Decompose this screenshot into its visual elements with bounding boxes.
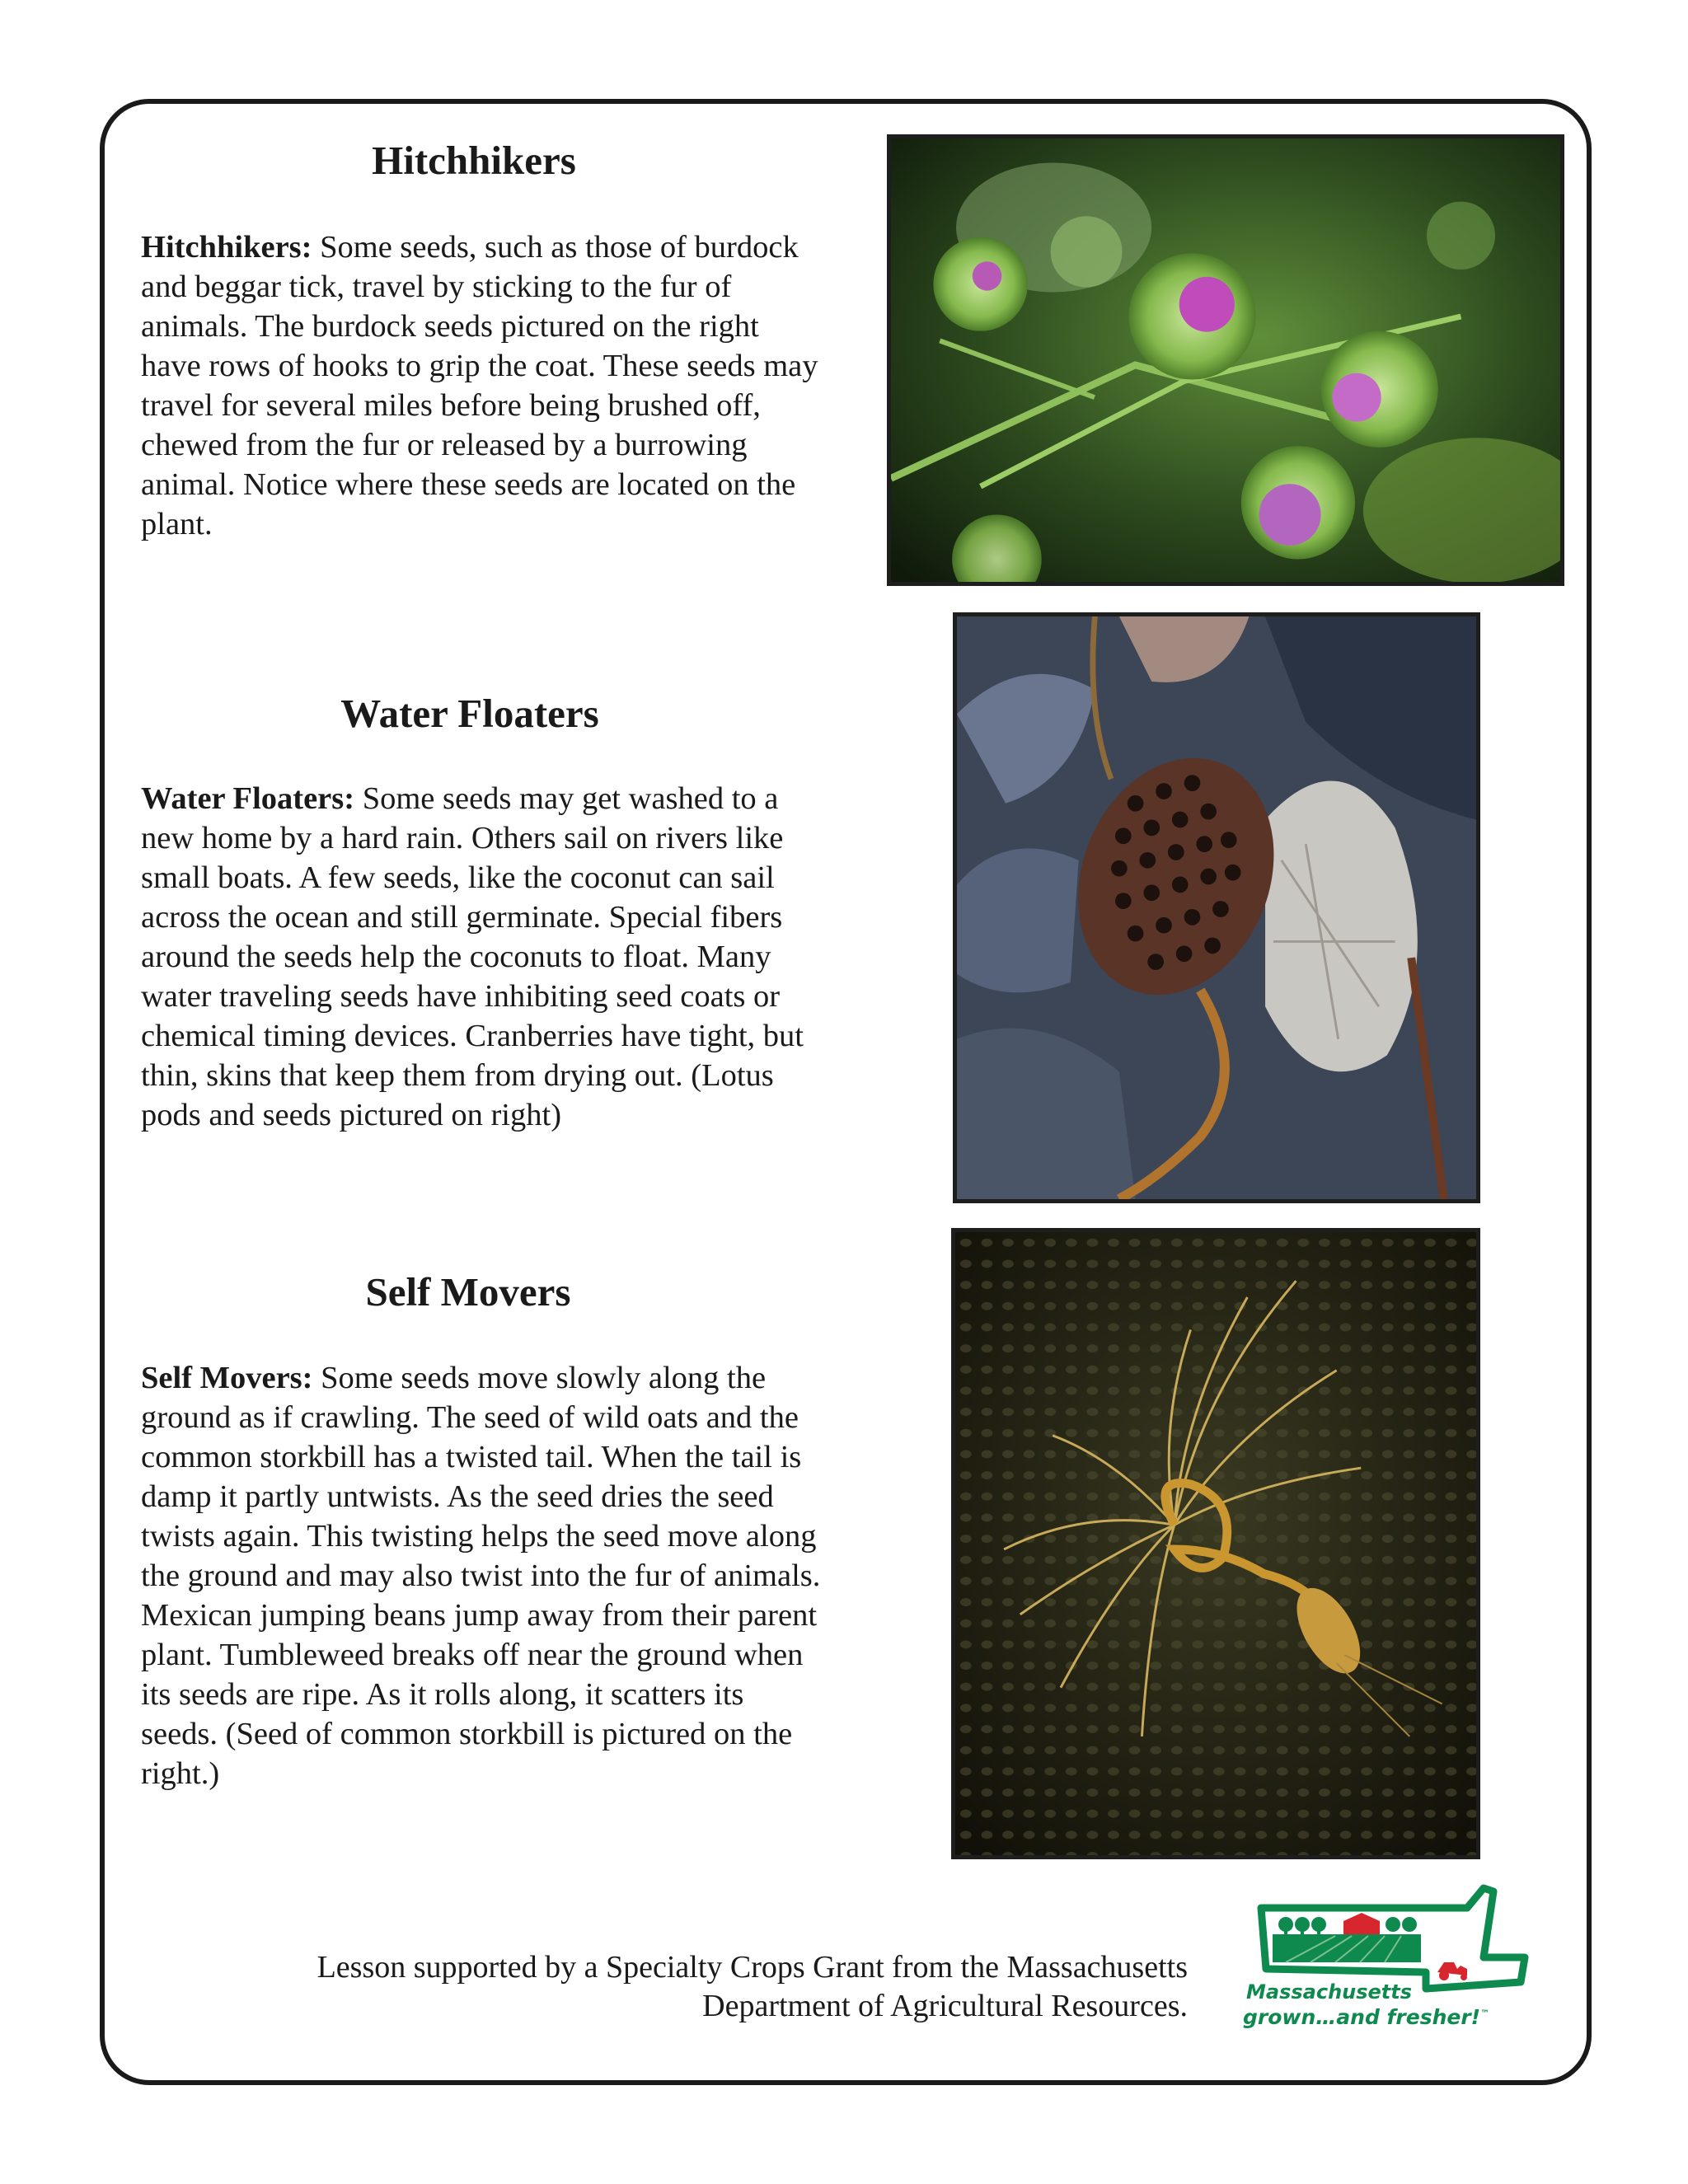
self-movers-lead: Self Movers: [141, 1361, 313, 1395]
lotus-pod-photo [953, 612, 1480, 1203]
water-floaters-paragraph [141, 779, 825, 1135]
hitchhikers-body: Some seeds, such as those of burdock and beggar tick, travel by sticking to the fur of animals. The burdock seeds pictured on the right have rows of hooks to grip the coat. These seeds may travel for several miles before being brushed off, chewed from the fur or released by a burrowing animal. Notice where these seeds are located on the plant. [141, 230, 818, 541]
footer-line-2: Department of Agricultural Resources. [702, 1989, 1188, 2023]
massachusetts-grown-logo [1236, 1883, 1533, 2040]
water-floaters-body: Some seeds may get washed to a new home by a hard rain. Others sail on rivers like small boats. A few seeds, like the coconut can sail across the ocean and still germinate. Special fibers around the seeds help the coconuts to float. Many water traveling seeds have inhibiting seed coats or chemical timing devices. Cranberries have tight, but thin, skins that keep them from drying out. (Lotus pods and seeds pictured on right) [141, 781, 804, 1132]
self-movers-body: Some seeds move slowly along the ground as if crawling. The seed of wild oats and the common storkbill has a twisted tail. When the tail is damp it partly untwists. As the seed dries the seed twists again. This twisting helps the seed move along the ground and may also twist into the fur of animals. Mexican jumping beans jump away from their parent plant. Tumbleweed breaks off near the ground when its seeds are ripe. As it rolls along, it scatters its seeds. (Seed of common storkbill is pictured on the right.) [141, 1361, 821, 1791]
hitchhikers-paragraph [141, 227, 825, 544]
self-movers-paragraph [141, 1358, 825, 1793]
logo-line-2 [1243, 2005, 1489, 2029]
storkbill-seed-photo [951, 1228, 1480, 1859]
burdock-photo [887, 134, 1564, 586]
hitchhikers-heading: Hitchhikers [372, 138, 576, 183]
logo-trademark: ™ [1480, 2008, 1490, 2019]
water-floaters-heading: Water Floaters [340, 691, 599, 736]
footer-credit [199, 1948, 1188, 2026]
self-movers-heading: Self Movers [365, 1269, 571, 1315]
water-floaters-lead: Water Floaters: [141, 781, 355, 816]
logo-line-1: Massachusetts [1246, 1980, 1413, 2004]
hitchhikers-lead: Hitchhikers: [141, 230, 312, 265]
logo-tagline: grown…and fresher! [1243, 2005, 1481, 2029]
footer-line-1: Lesson supported by a Specialty Crops Grant from the Massachusetts [316, 1950, 1188, 1985]
